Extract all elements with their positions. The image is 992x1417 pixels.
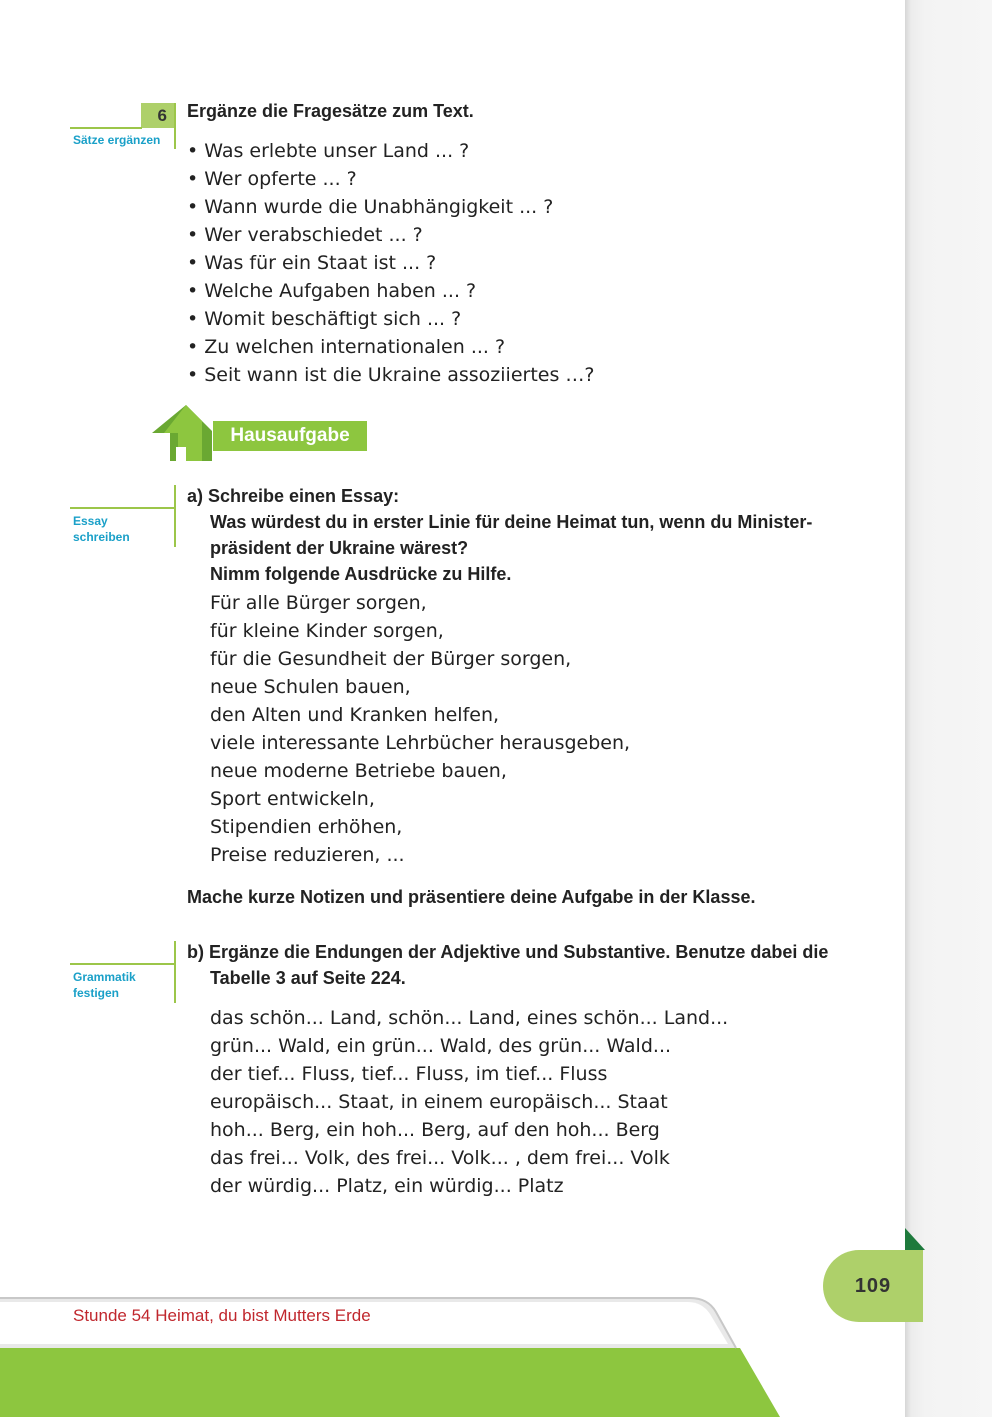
list-item: • Zu welchen internationalen ... ? <box>187 336 506 358</box>
list-item: • Wer opferte ... ? <box>187 168 357 190</box>
part-a-heading: a) Schreibe einen Essay: <box>187 486 400 506</box>
list-item: • Was erlebte unser Land ... ? <box>187 140 470 162</box>
page-number: 109 <box>823 1250 923 1322</box>
list-item: • Seit wann ist die Ukraine assoziiertes …? <box>187 364 595 386</box>
page-edge-shadow <box>905 0 992 1417</box>
list-item: Sport entwickeln, <box>210 788 375 810</box>
list-item: der würdig... Platz, ein würdig... Platz <box>210 1175 564 1197</box>
part-a-prompt-line3: Nimm folgende Ausdrücke zu Hilfe. <box>210 564 512 584</box>
list-item: neue Schulen bauen, <box>210 676 411 698</box>
page-corner-triangle <box>905 1228 925 1250</box>
list-item: der tief... Fluss, tief... Fluss, im tief... Fluss <box>210 1063 608 1085</box>
list-item: Preise reduzieren, ... <box>210 844 405 866</box>
list-item: • Was für ein Staat ist ... ? <box>187 252 437 274</box>
part-a-margin-rule <box>174 485 176 547</box>
list-item: grün... Wald, ein grün... Wald, des grün... Wald... <box>210 1035 672 1057</box>
list-item: • Wer verabschiedet ... ? <box>187 224 423 246</box>
exercise6-margin-rule <box>174 103 176 149</box>
homework-label: Hausaufgabe <box>213 421 367 451</box>
part-b-heading-line2: Tabelle 3 auf Seite 224. <box>210 968 406 988</box>
part-a-prompt-line2: präsident der Ukraine wärest? <box>210 538 469 558</box>
part-b-side-label-line2: festigen <box>73 986 120 1000</box>
list-item: • Womit beschäftigt sich ... ? <box>187 308 462 330</box>
exercise6-side-label: Sätze ergänzen <box>73 133 161 147</box>
list-item: neue moderne Betriebe bauen, <box>210 760 507 782</box>
exercise6-heading: Ergänze die Fragesätze zum Text. <box>187 101 474 121</box>
part-a-side-label-line2: schreiben <box>73 530 130 544</box>
list-item: hoh... Berg, ein hoh... Berg, auf den hoh... Berg <box>210 1119 660 1141</box>
list-item: das frei... Volk, des frei... Volk... , dem frei... Volk <box>210 1147 670 1169</box>
exercise6-margin-underline <box>70 127 142 129</box>
exercise-number: 6 <box>141 103 175 128</box>
list-item: Für alle Bürger sorgen, <box>210 592 427 614</box>
part-a-side-label-line1: Essay <box>73 514 108 528</box>
footer-lesson-title: Stunde 54 Heimat, du bist Mutters Erde <box>73 1306 371 1325</box>
part-b-margin-rule <box>174 941 176 1003</box>
list-item: • Welche Aufgaben haben ... ? <box>187 280 477 302</box>
part-b-heading-line1: b) Ergänze die Endungen der Adjektive und Substantive. Benutze dabei die <box>187 942 829 962</box>
list-item: für die Gesundheit der Bürger sorgen, <box>210 648 572 670</box>
part-a-margin-underline <box>70 507 174 509</box>
list-item: europäisch... Staat, in einem europäisch... Staat <box>210 1091 668 1113</box>
list-item: das schön... Land, schön... Land, eines schön... Land... <box>210 1007 729 1029</box>
part-b-margin-underline <box>70 963 174 965</box>
list-item: Stipendien erhöhen, <box>210 816 403 838</box>
part-a-note: Mache kurze Notizen und präsentiere deine Aufgabe in der Klasse. <box>187 887 756 907</box>
list-item: den Alten und Kranken helfen, <box>210 704 500 726</box>
list-item: für kleine Kinder sorgen, <box>210 620 444 642</box>
list-item: viele interessante Lehrbücher herausgeben, <box>210 732 631 754</box>
part-a-prompt-line1: Was würdest du in erster Linie für deine Heimat tun, wenn du Minister- <box>210 512 813 532</box>
list-item: • Wann wurde die Unabhängigkeit ... ? <box>187 196 554 218</box>
part-b-side-label-line1: Grammatik <box>73 970 136 984</box>
